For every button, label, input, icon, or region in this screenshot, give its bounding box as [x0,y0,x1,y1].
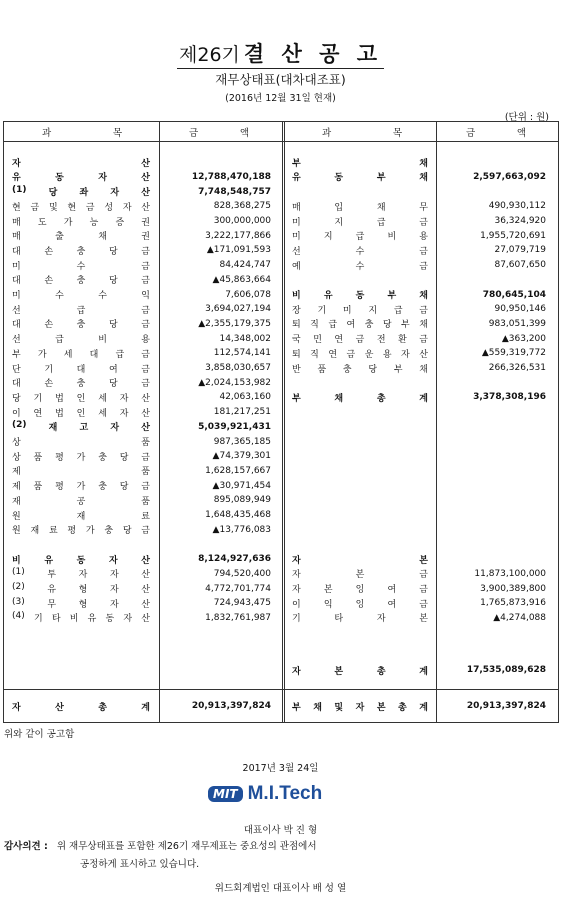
column-divider [436,122,437,722]
liab-equity-row-amount: 90,950,146 [494,304,546,315]
liab-equity-row-name [292,214,428,229]
liab-equity-row-name [292,361,428,376]
account-name: 자 본 금 [292,570,428,581]
asset-row-amount: 14,348,002 [219,333,271,344]
asset-row-name [12,508,150,523]
account-name: 국 민 연 금 전 환 금 [292,335,428,346]
asset-row-amount: 4,772,701,774 [205,583,271,594]
header-divider [4,141,558,142]
asset-row-amount: 7,748,548,757 [198,186,271,197]
account-name: 원 재 료 [12,511,150,522]
liab-equity-row-name [292,184,428,199]
logo-brand: M.I.Tech [247,783,323,804]
account-name: 매 출 채 권 [12,232,150,243]
account-name: 미 수 금 [12,261,150,272]
asset-row-name [12,273,150,288]
as-of-date: (2016년 12월 31일 현재) [225,93,336,104]
account-name: 재 공 품 [12,496,150,507]
liab-equity-row-amount: 983,051,399 [488,318,546,329]
asset-row-name [12,229,150,244]
account-name: 현 금 및 현 금 성 자 산 [12,202,150,213]
liab-equity-row-name [292,478,428,493]
account-name: 대 손 충 당 금 [12,320,150,331]
liab-equity-row-name [292,493,428,508]
equity-total-name: 자 본 총 계 [292,666,428,677]
asset-row-name [12,537,150,552]
liab-equity-row-name [292,581,428,596]
account-name: 부 가 세 대 급 금 [12,349,150,360]
liab-equity-row-name [292,376,428,391]
liab-equity-row-name [292,537,428,552]
account-name: 자 산 [12,158,150,169]
asset-row-amount: 1,628,157,667 [205,465,271,476]
account-name: (4) 기 타 비 유 동 자 산 [12,611,150,625]
audit-label: 감사의견 : [4,841,48,852]
liab-equity-row-amount: 36,324,920 [494,216,546,227]
total-assets-name: 자 산 총 계 [12,702,150,713]
logo-mark: MIT [208,786,243,802]
account-name: 부 채 [292,158,428,169]
company-logo [208,783,322,805]
asset-row-amount: ▲45,863,664 [212,274,271,285]
account-name: 퇴 직 연 금 운 용 자 산 [292,349,428,360]
asset-row-amount: ▲30,971,454 [212,480,271,491]
notice-text: 위와 같이 공고함 [4,729,75,740]
center-divider [282,122,285,722]
asset-row-amount: 112,574,141 [213,348,271,359]
asset-row-amount: ▲171,091,593 [206,245,271,256]
account-name: 예 수 금 [292,261,428,272]
asset-row-name [12,361,150,376]
account-name: 퇴 직 급 여 충 당 부 채 [292,320,428,331]
audit-firm: 위드회계법인 대표이사 배 성 열 [214,883,347,894]
liab-equity-row-name [292,405,428,420]
asset-row-amount: 7,606,078 [225,289,271,300]
liab-equity-row-amount: 3,378,308,196 [473,392,546,403]
period-label: 제26기 [179,44,240,66]
account-name: 대 손 충 당 금 [12,246,150,257]
liab-equity-row-amount: 2,597,663,092 [473,171,546,182]
asset-row-name [12,199,150,214]
account-name: 반 품 충 당 부 채 [292,364,428,375]
asset-row-name [12,302,150,317]
asset-row-amount: 794,520,400 [213,568,271,579]
asset-row-name [12,214,150,229]
total-liab-equity-amount: 20,913,397,824 [466,701,546,712]
liab-equity-row-amount: 11,873,100,000 [474,568,546,579]
account-name: 대 손 충 당 금 [12,276,150,287]
account-name: 미 지 급 금 [292,217,428,228]
asset-row-name [12,434,150,449]
liab-equity-row-name [292,596,428,611]
liab-equity-row-name [292,346,428,361]
header-amount-right: 금 액 [466,128,526,139]
asset-row-name [12,420,150,435]
liab-equity-row-amount: 780,645,104 [482,289,546,300]
totals-divider [4,689,558,690]
liab-equity-row-amount: 266,326,531 [488,363,546,374]
account-name: 이 익 잉 여 금 [292,599,428,610]
asset-row-name [12,581,150,596]
account-name: (1) 당 좌 자 산 [12,185,150,199]
asset-row-name [12,376,150,391]
account-name: 원 재 료 평 가 충 당 금 [12,526,150,537]
asset-row-amount: 1,648,435,468 [205,510,271,521]
asset-row-name [12,287,150,302]
liab-equity-row-name [292,243,428,258]
asset-row-name [12,258,150,273]
subtitle: 재무상태표(대차대조표) [215,72,346,87]
account-name: (1) 투 자 자 산 [12,567,150,581]
liab-equity-row-name [292,317,428,332]
liab-equity-row-name [292,508,428,523]
asset-row-amount: 8,124,927,636 [198,554,271,565]
asset-row-name [12,405,150,420]
asset-row-amount: 12,788,470,188 [191,171,271,182]
asset-row-name [12,596,150,611]
account-name: (3) 무 형 자 산 [12,596,150,610]
asset-row-name [12,567,150,582]
asset-row-name [12,464,150,479]
asset-row-name [12,390,150,405]
liab-equity-row-amount: 490,930,112 [488,201,546,212]
account-name: 비 유 동 부 채 [292,291,428,302]
asset-row-amount: 1,832,761,987 [205,612,271,623]
account-name: (2) 재 고 자 산 [12,420,150,434]
column-divider [159,122,160,722]
account-name: 선 급 비 용 [12,335,150,346]
account-name: 비 유 동 자 산 [12,555,150,566]
asset-row-amount: 895,089,949 [213,495,271,506]
account-name: 이 연 법 인 세 자 산 [12,408,150,419]
liab-equity-row-name [292,155,428,170]
asset-row-name [12,493,150,508]
account-name: 미 수 수 익 [12,291,150,302]
account-name: 선 수 금 [292,246,428,257]
announcement-date: 2017년 3월 24일 [242,763,319,774]
liab-equity-row-name [292,434,428,449]
asset-row-amount: 300,000,000 [213,216,271,227]
liab-equity-row-name [292,287,428,302]
account-name: 대 손 충 당 금 [12,379,150,390]
account-name: 기 타 자 본 [292,614,428,625]
asset-row-amount: 5,039,921,431 [198,421,271,432]
asset-row-name [12,346,150,361]
account-name: 단 기 대 여 금 [12,364,150,375]
liab-equity-row-name [292,273,428,288]
asset-row-name [12,243,150,258]
liab-equity-row-amount: 87,607,650 [494,260,546,271]
liab-equity-row-name [292,611,428,626]
liab-equity-row-name [292,420,428,435]
account-name: 제 품 [12,467,150,478]
liab-equity-row-amount: 1,955,720,691 [480,230,546,241]
asset-row-amount: ▲2,024,153,982 [198,377,271,388]
account-name: 당 기 법 인 세 자 산 [12,393,150,404]
asset-row-amount: 987,365,185 [213,436,271,447]
asset-row-name [12,523,150,538]
account-name: 자 본 [292,555,428,566]
liab-equity-row-name [292,464,428,479]
audit-line-2: 공정하게 표시하고 있습니다. [80,859,200,870]
liab-equity-row-amount: 1,765,873,916 [480,598,546,609]
asset-row-amount: ▲74,379,301 [212,451,271,462]
account-name: 선 급 금 [12,305,150,316]
asset-row-name [12,611,150,626]
equity-total-row [12,663,150,678]
account-name: 매 도 가 능 증 권 [12,217,150,228]
account-name: 부 채 총 계 [292,393,428,404]
asset-row-name [12,170,150,185]
liab-equity-row-name [292,523,428,538]
title-main: 결 산 공 고 [243,42,382,66]
asset-row-amount: 3,858,030,657 [205,363,271,374]
total-liab-equity-name: 부 채 및 자 본 총 계 [292,702,428,713]
asset-row-amount: 3,694,027,194 [205,304,271,315]
liab-equity-row-name [292,258,428,273]
asset-row-amount: 42,063,160 [219,392,271,403]
account-name: (2) 유 형 자 산 [12,582,150,596]
asset-row-amount: 181,217,251 [213,407,271,418]
liab-equity-row-amount: ▲363,200 [501,333,546,344]
liab-equity-row-name [292,449,428,464]
asset-row-amount: 724,943,475 [213,598,271,609]
account-name: 매 입 채 무 [292,202,428,213]
liab-equity-row-name [292,567,428,582]
asset-row-name [12,478,150,493]
liab-equity-row-name [292,199,428,214]
liab-equity-row-amount: 3,900,389,800 [480,583,546,594]
audit-line-1: 위 재무상태표를 포함한 제26기 재무제표는 중요성의 관점에서 [56,841,317,852]
liab-equity-row-amount: ▲4,274,088 [493,612,546,623]
account-name: 상 품 평 가 충 당 금 [12,452,150,463]
asset-row-name [12,449,150,464]
account-name: 제 품 평 가 충 당 금 [12,482,150,493]
asset-row-amount: ▲2,355,179,375 [198,318,271,329]
account-name: 상 품 [12,438,150,449]
asset-row-name [12,155,150,170]
account-name: 유 동 부 채 [292,173,428,184]
header-subject-left: 과 목 [42,128,122,139]
equity-total-amount: 17,535,089,628 [466,665,546,676]
asset-row-amount: 828,368,275 [213,201,271,212]
asset-row-name [12,552,150,567]
account-name: 장 기 미 지 급 금 [292,305,428,316]
asset-row-name [12,331,150,346]
audit-opinion [4,838,317,852]
total-assets-amount: 20,913,397,824 [191,701,271,712]
asset-row-amount: 3,222,177,866 [205,230,271,241]
liab-equity-row-amount: ▲559,319,772 [481,348,546,359]
asset-row-name [12,317,150,332]
asset-row-name [12,184,150,199]
liab-equity-row-name [292,390,428,405]
account-name: 유 동 자 산 [12,173,150,184]
liab-equity-row-amount: 27,079,719 [494,245,546,256]
unit-label: (단위 : 원) [504,112,549,123]
ceo-signature: 대표이사 박 진 형 [243,825,318,836]
account-name: 자 본 잉 여 금 [292,585,428,596]
liab-equity-row-name [292,229,428,244]
document-title [0,38,561,69]
header-amount-left: 금 액 [189,128,249,139]
asset-row-amount: ▲13,776,083 [212,524,271,535]
liab-equity-row-name [292,331,428,346]
asset-row-amount: 84,424,747 [219,260,271,271]
liab-equity-row-name [292,302,428,317]
balance-sheet-table [3,121,559,723]
account-name: 미 지 급 비 용 [292,232,428,243]
liab-equity-row-name [292,170,428,185]
liab-equity-row-name [292,552,428,567]
header-subject-right: 과 목 [322,128,402,139]
